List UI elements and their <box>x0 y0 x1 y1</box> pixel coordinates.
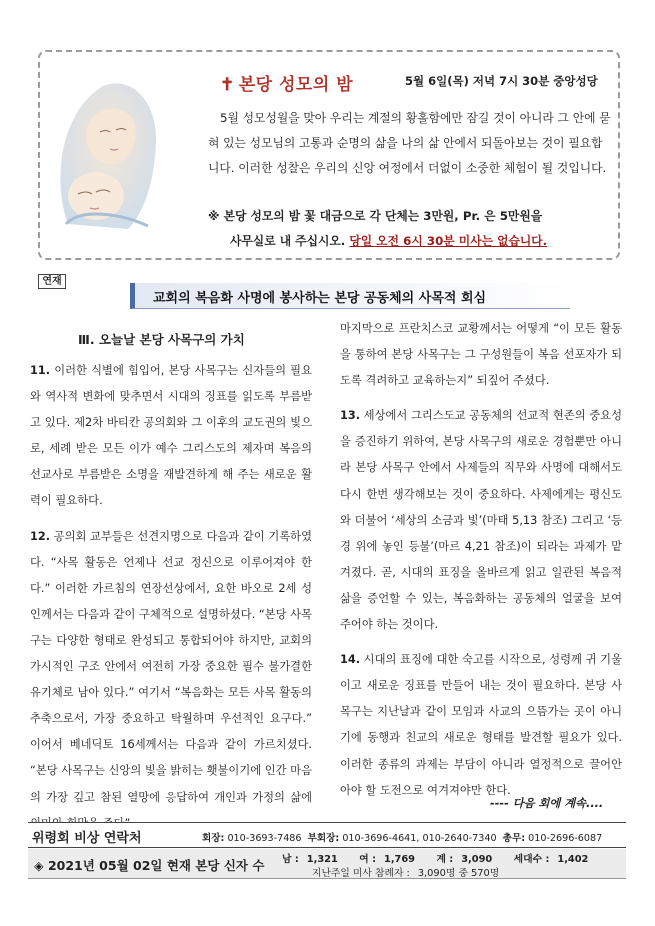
households-count: 1,402 <box>557 854 589 865</box>
female-count: 1,769 <box>384 854 416 865</box>
secretary-label: 총무: <box>502 833 526 844</box>
notice-request2-text: 사무실로 내 주십시오. <box>230 234 346 248</box>
paragraph-text: 마지막으로 프란치스코 교황께서는 어떻게 “이 모든 활동을 통하여 본당 사목구는 그 구성원들이 복음 선포자가 되도록 격려하고 교육하는지” 되짚어 주셨다. <box>340 322 622 388</box>
paragraph-text: 세상에서 그리스도교 공동체의 선교적 현존의 중요성을 증진하기 위하여, 본당 사목구의 새로운 경험뿐만 아니라 본당 사목구 안에서 사제들의 직무와 사명에 대해서도 다시 한번 생각해보는 것이 중요하다. 사제에게는 평신도와 더불어 ‘세상의 소금과 빛’(마태 5,13 참조) 그리고 ‘등경 위에 놓인 등불’(마르 4,21 참조)이 되라는 과제가 맡겨졌다. 곧, 시대의 표징을 올바르게 읽고 일관된 복음적 삶을 증언할 수 있는, 복음화하는 공동체의 얼굴을 보여 주어야 하는 것이다. <box>340 409 622 632</box>
series-banner <box>130 283 570 309</box>
notice-body <box>208 106 613 181</box>
census-bar <box>28 849 626 879</box>
article-right-column <box>340 316 622 813</box>
no-mass-notice: 당일 오전 6시 30분 미사는 없습니다. <box>349 234 548 248</box>
contact-title: 위령회 비상 연락처 <box>32 831 142 846</box>
households-label: 세대수 : <box>513 854 550 865</box>
paragraph-text: 이러한 식별에 힘입어, 본당 사목구는 신자들의 필요와 역사적 변화에 맞추면서 시대의 징표를 읽도록 부름받고 있다. 제2차 바티칸 공의회와 그 이후의 교도권의 빛으로, 세례 받은 모든 이가 예수 그리스도의 제자며 복음의 선교사로 부름받은 소명을 재발견하게 해 주는 새로운 활력이 필요하다. <box>30 364 313 508</box>
series-title: 교회의 복음화 사명에 봉사하는 본당 공동체의 사목적 회심 <box>153 291 487 306</box>
notice-request-line2 <box>208 229 613 254</box>
paragraph-12-continued <box>340 316 622 394</box>
paragraph-text: 공의회 교부들은 선견지명으로 다음과 같이 기록하였다. “사목 활동은 언제나 선교 정신으로 이루어져야 한다.” 이러한 가르침의 연장선상에서, 요한 바오로 2세 성인께서는 다음과 같이 구체적으로 설명하셨다. “본당 사목구는 다양한 형태로 완성되고 통합되어야 하지만, 교회의 가시적인 구조 안에서 여전히 가장 중요한 필수 불가결한 유기체로 남아 있다.” 여기서 “복음화는 모든 사목 활동의 추축으로서, 가장 중요하고 탁월하며 우선적인 요구다.” 이어서 베네딕토 16세께서는 다음과 같이 가르치셨다. “본당 사목구는 신앙의 빛을 밝히는 횃불이기에 인간 마음의 가장 깊고 참된 열망에 응답하여 개인과 가정의 삶에 <box>30 529 312 804</box>
article-left-column <box>30 322 312 846</box>
paragraph-number: 14. <box>340 653 361 667</box>
chair-label: 회장: <box>202 833 225 844</box>
paragraph-12 <box>30 524 312 837</box>
male-label: 남 : <box>282 854 299 865</box>
total-count: 3,090 <box>461 854 493 865</box>
notice-title-text: 본당 성모의 밤 <box>238 75 354 95</box>
notice-request <box>208 204 613 254</box>
notice-date: 5월 6일(목) 저녁 7시 30분 중앙성당 <box>405 74 598 88</box>
census-title: ◈ 2021년 05월 02일 현재 본당 신자 수 <box>34 858 265 873</box>
to-be-continued: ---- 다음 회에 계속.... <box>490 797 604 810</box>
paragraph-number: 11. <box>30 364 51 377</box>
mass-attendance-value: 3,090명 중 570명 <box>417 868 500 879</box>
notice-box <box>38 50 620 260</box>
secretary-phone: 010-2696-6087 <box>528 833 603 844</box>
paragraph-number: 12. <box>30 529 51 543</box>
female-label: 여 : <box>359 854 377 865</box>
series-tag: 연재 <box>38 274 66 289</box>
section-heading: Ⅲ. 오늘날 본당 사목구의 가치 <box>78 332 245 347</box>
notice-header <box>220 70 615 94</box>
mass-attendance-label: 지난주일 미사 참례자 : <box>312 868 410 879</box>
notice-title <box>220 70 353 95</box>
paragraph-14 <box>340 647 622 804</box>
paragraph-13 <box>340 403 622 638</box>
total-label: 계 : <box>436 854 454 865</box>
paragraph-number: 13. <box>340 409 361 423</box>
contact-info <box>202 830 602 844</box>
cross-icon: ✝ <box>220 75 235 95</box>
contact-bar <box>28 822 626 848</box>
male-count: 1,321 <box>306 854 338 865</box>
paragraph-11 <box>30 358 312 515</box>
madonna-child-illustration <box>48 74 166 234</box>
census-counts <box>282 851 588 865</box>
notice-request-text: ※ 본당 성모의 밤 꽃 대금으로 각 단체는 3만원, Pr. 은 5만원을 <box>208 209 543 223</box>
vice-chair-label: 부회장: <box>307 833 340 844</box>
paragraph-text: 시대의 표징에 대한 숙고를 시작으로, 성령께 귀 기울이고 새로운 징표를 만들어 내는 것이 필요하다. 본당 사목구는 지난날과 같이 모임과 사교의 으뜸가는 곳이 아니기에 동행과 친교의 새로운 형태를 발견할 필요가 있다. 이러한 종류의 과제는 부담이 아니라 열정적으로 끌어안아야 할 도전으로 여겨져야만 한다. <box>340 653 622 797</box>
notice-body-text: 5월 성모성월을 맞아 우리는 계절의 황홀함에만 잠길 것이 아니라 그 안에 묻혀 있는 성모님의 고통과 순명의 삶을 나의 삶 안에서 되돌아보는 것이 필요합니다. 이러한 성찰은 우리의 신앙 여정에서 더없이 소중한 체험이 될 것입니다. <box>208 111 611 175</box>
vice-chair-phone: 010-3696-4641, 010-2640-7340 <box>342 833 497 844</box>
chair-phone: 010-3693-7486 <box>227 833 302 844</box>
mass-attendance <box>312 865 499 879</box>
